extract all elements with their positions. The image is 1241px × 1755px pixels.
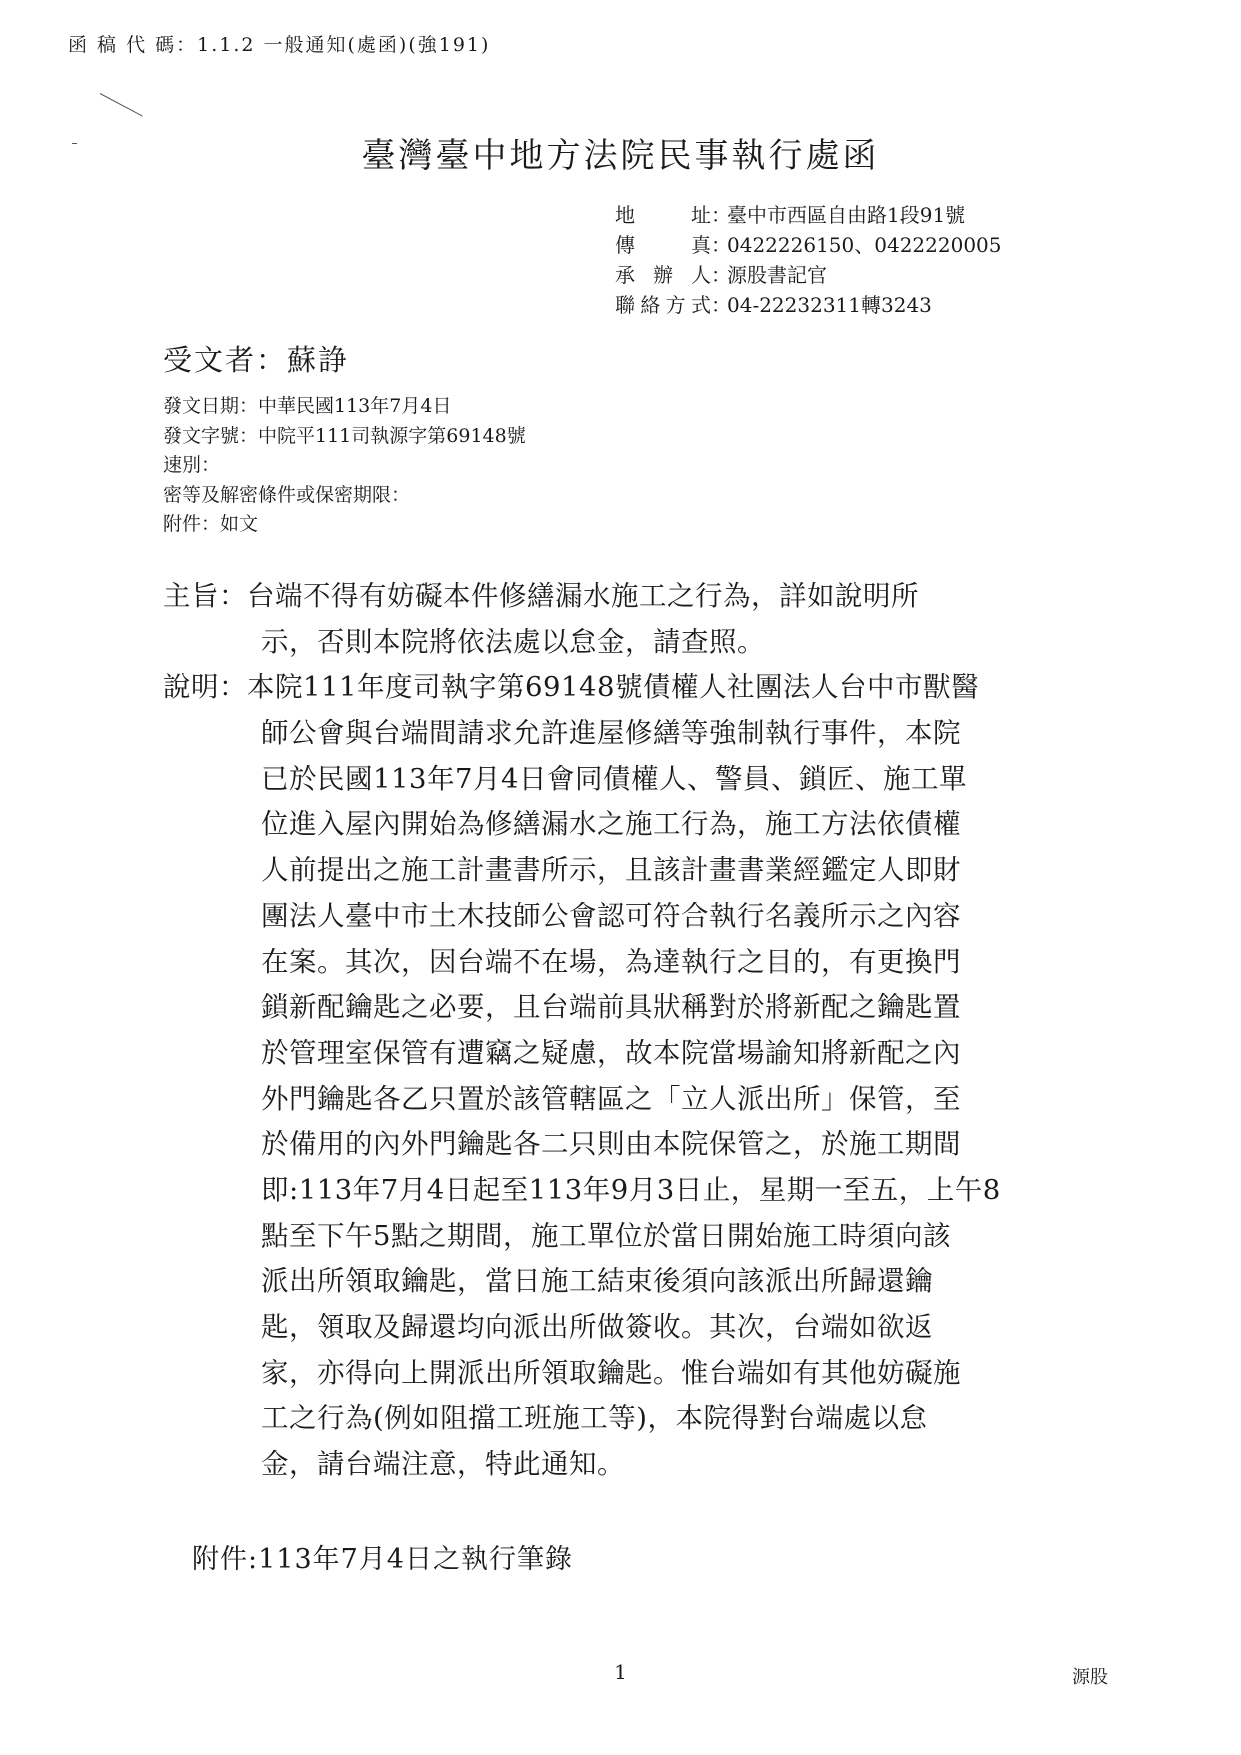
enclosure: 附件：如文 xyxy=(163,513,259,535)
explanation-line: 工之行為(例如阻擋工班施工等)，本院得對台端處以怠 xyxy=(261,1402,928,1435)
contact-fax: 傳真：0422226150、0422220005 xyxy=(615,233,1002,257)
subject-line: 示，否則本院將依法處以怠金，請查照。 xyxy=(261,625,765,658)
explanation-line: 派出所領取鑰匙，當日施工結束後須向該派出所歸還鑰 xyxy=(261,1265,933,1298)
confidentiality: 密等及解密條件或保密期限： xyxy=(163,483,411,506)
explanation-line: 點至下午5點之期間，施工單位於當日開始施工時須向該 xyxy=(261,1219,951,1252)
recipient: 受文者：蘇諍 xyxy=(163,343,350,377)
contact-info-block xyxy=(615,200,1002,320)
explanation-line: 團法人臺中市土木技師公會認可符合執行名義所示之內容 xyxy=(261,899,961,932)
page-number: 1 xyxy=(614,1660,627,1684)
explanation-line: 金，請台端注意，特此通知。 xyxy=(261,1448,625,1481)
explanation-line: 於備用的內外門鑰匙各二只則由本院保管之，於施工期間 xyxy=(261,1128,961,1161)
explanation-line: 說明：本院111年度司執字第69148號債權人社團法人台中市獸醫 xyxy=(163,671,979,704)
contact-phone: 聯絡方式：04-22232311轉3243 xyxy=(615,293,932,317)
explanation-line: 人前提出之施工計畫書所示，且該計畫書業經鑑定人即財 xyxy=(261,854,961,887)
explanation-line: 即:113年7月4日起至113年9月3日止，星期一至五，上午8 xyxy=(261,1173,1001,1206)
explanation-line: 於管理室保管有遭竊之疑慮，故本院當場諭知將新配之內 xyxy=(261,1036,961,1069)
subject-line: 主旨：台端不得有妨礙本件修繕漏水施工之行為，詳如說明所 xyxy=(163,580,919,612)
explanation-line: 外門鑰匙各乙只置於該管轄區之「立人派出所」保管，至 xyxy=(261,1082,961,1115)
form-code-line: 函 稿 代 碼：1.1.2 一般通知(處函)(強191) xyxy=(68,34,491,56)
contact-address: 地址：臺中市西區自由路1段91號 xyxy=(615,203,966,227)
page-title: 臺灣臺中地方法院民事執行處函 xyxy=(361,136,880,176)
letter-body xyxy=(163,574,1001,1488)
explanation-line: 鎖新配鑰匙之必要，且台端前具狀稱對於將新配之鑰匙置 xyxy=(261,991,961,1024)
explanation-line: 位進入屋內開始為修繕漏水之施工行為，施工方法依債權 xyxy=(261,808,961,841)
document-number: 發文字號：中院平111司執源字第69148號 xyxy=(163,424,526,447)
scan-artifact xyxy=(100,93,143,116)
footer-section-label: 源股 xyxy=(1072,1667,1108,1688)
explanation-line: 已於民國113年7月4日會同債權人、警員、鎖匠、施工單 xyxy=(261,762,967,795)
explanation-line: 師公會與台端間請求允許進屋修繕等強制執行事件，本院 xyxy=(261,717,961,750)
issue-date: 發文日期：中華民國113年7月4日 xyxy=(163,395,452,417)
explanation-line: 家，亦得向上開派出所領取鑰匙。惟台端如有其他妨礙施 xyxy=(261,1356,961,1389)
contact-handler: 承辦人：源股書記官 xyxy=(615,263,827,287)
explanation-line: 匙，領取及歸還均向派出所做簽收。其次，台端如欲返 xyxy=(261,1311,933,1343)
explanation-line: 在案。其次，因台端不在場，為達執行之目的，有更換門 xyxy=(261,945,961,978)
document-meta xyxy=(163,392,526,540)
attachment-note: 附件:113年7月4日之執行筆錄 xyxy=(192,1544,573,1575)
speed-class: 速別： xyxy=(163,454,221,476)
